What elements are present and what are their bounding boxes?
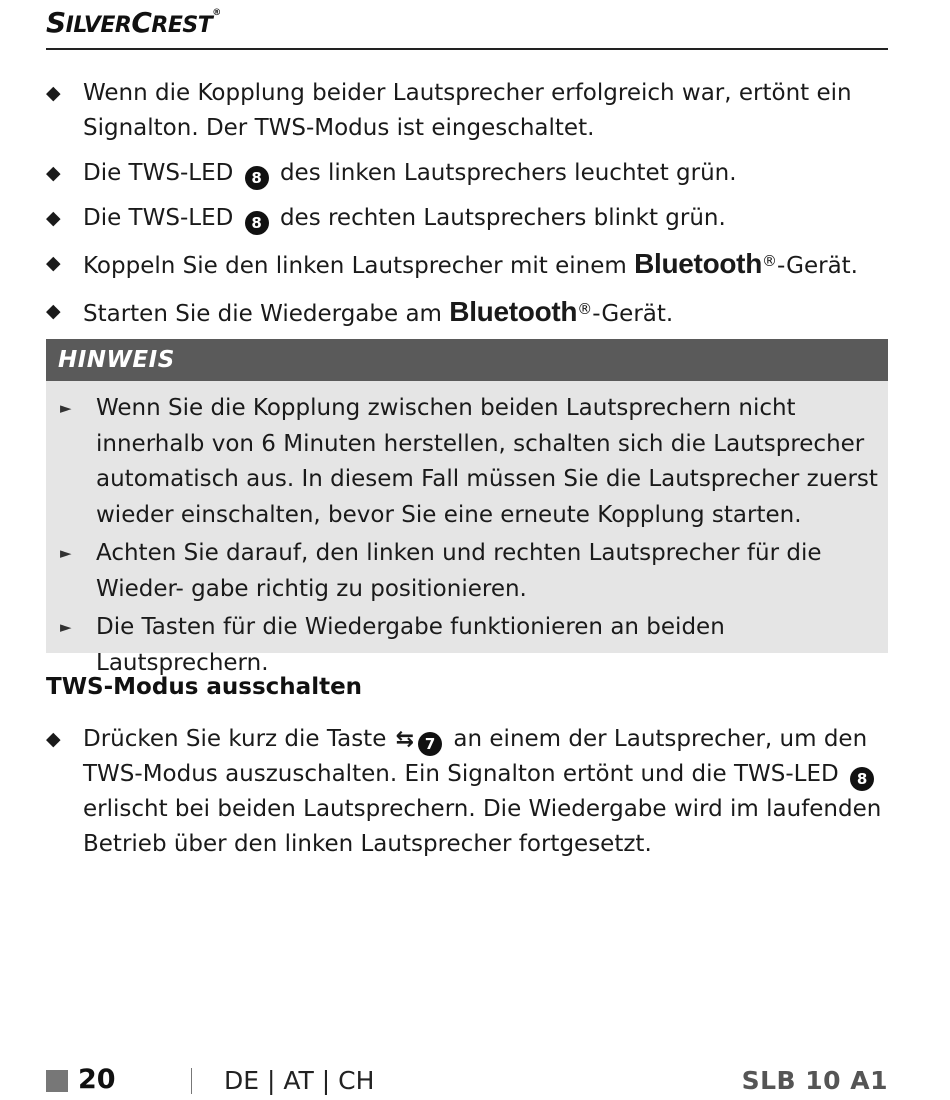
bullet-list bbox=[46, 76, 888, 342]
list-item: ◆ Koppeln Sie den linken Lautsprecher mit einem Bluetooth®-Gerät. bbox=[46, 248, 858, 279]
diamond-bullet-icon: ◆ bbox=[46, 207, 61, 229]
note-list bbox=[46, 391, 888, 684]
diamond-bullet-icon: ◆ bbox=[46, 252, 61, 274]
brand-logo: SILVERCREST® bbox=[46, 6, 221, 39]
section-title: TWS-Modus ausschalten bbox=[46, 674, 363, 700]
note-box bbox=[46, 339, 888, 676]
list-item: ◆ Wenn die Kopplung beider Lautsprecher erfolgreich war, ertönt ein Signalton. Der TWS-Modus ist eingeschaltet. bbox=[46, 76, 888, 146]
callout-number-8: 8 bbox=[245, 211, 269, 235]
list-item: ◆ Die TWS-LED 8 des rechten Lautsprechers blinkt grün. bbox=[46, 201, 888, 236]
bluetooth-wordmark: Bluetooth bbox=[634, 248, 762, 279]
triangle-right-icon: ► bbox=[60, 399, 72, 417]
callout-number-8: 8 bbox=[245, 166, 269, 190]
swap-arrows-icon: ⇆ bbox=[395, 727, 415, 752]
list-item: ◆ Starten Sie die Wiedergabe am Bluetooth®-Gerät. bbox=[46, 296, 674, 327]
note-item: ► Wenn Sie die Kopplung zwischen beiden Lautsprechern nicht innerhalb von 6 Minuten herstellen, schalten sich die Lautsprecher automatisch aus. In diesem Fall müssen Sie die Lautsprecher zuerst wieder einschalten, bevor Sie eine erneute Kopplung starten. bbox=[46, 391, 888, 533]
bluetooth-wordmark: Bluetooth bbox=[449, 296, 578, 327]
page-footer bbox=[46, 1062, 888, 1098]
list-item: ◆ Drücken Sie kurz die Taste ⇆ 7 an einem der Lautsprecher, um den TWS-Modus auszuschalten. Ein Signalton ertönt und die TWS-LED 8 erlischt bei beiden Lautsprechern. Die Wiedergabe wird im laufenden Betrieb über den linken Lautsprecher fortgesetzt. bbox=[46, 722, 888, 862]
section-list bbox=[46, 722, 888, 872]
note-item: ► Achten Sie darauf, den linken und rechten Lautsprecher für die Wieder- gabe richtig zu positionieren. bbox=[46, 536, 888, 607]
callout-number-8: 8 bbox=[850, 767, 874, 791]
country-codes: DE | AT | CH bbox=[224, 1066, 375, 1095]
list-item: ◆ Die TWS-LED 8 des linken Lautsprechers leuchtet grün. bbox=[46, 156, 888, 191]
diamond-bullet-icon: ◆ bbox=[46, 162, 61, 184]
note-title: HINWEIS bbox=[46, 339, 888, 381]
note-item: ► Die Tasten für die Wiedergabe funktionieren an beiden Lautsprechern. bbox=[46, 610, 888, 681]
callout-number-7: 7 bbox=[418, 732, 442, 756]
diamond-bullet-icon: ◆ bbox=[46, 82, 61, 104]
page-number: 20 bbox=[78, 1064, 116, 1095]
model-number: SLB 10 A1 bbox=[741, 1066, 888, 1095]
triangle-right-icon: ► bbox=[60, 544, 72, 562]
footer-divider bbox=[191, 1068, 192, 1094]
header-rule bbox=[46, 48, 888, 50]
page-marker-square bbox=[46, 1070, 68, 1092]
triangle-right-icon: ► bbox=[60, 618, 72, 636]
diamond-bullet-icon: ◆ bbox=[46, 300, 61, 322]
diamond-bullet-icon: ◆ bbox=[46, 728, 61, 750]
